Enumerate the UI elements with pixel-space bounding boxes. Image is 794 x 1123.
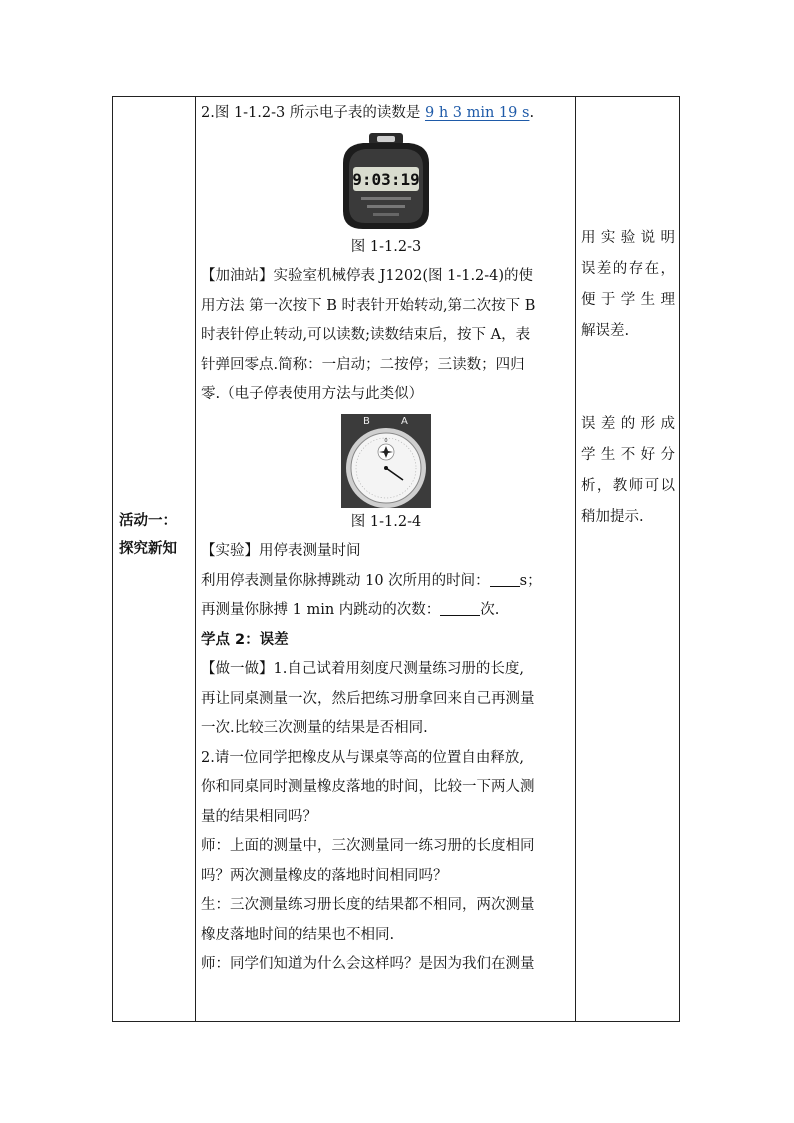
content-column: [195, 97, 575, 1021]
body-line: 量的结果相同吗？: [201, 808, 317, 825]
note-line: 便 于 学 生 理: [581, 292, 675, 308]
figure-1-caption: 图 1-1.2-3: [350, 238, 422, 255]
note-line: 解误差.: [581, 323, 630, 339]
mechanical-stopwatch-figure: [201, 414, 571, 512]
figure-2-caption: 图 1-1.2-4: [350, 513, 422, 530]
learning-point-2-title: 学点 2：误差: [201, 631, 289, 648]
question-2-prefix: 2.图 1-1.2-3 所示电子表的读数是: [201, 105, 425, 121]
stage-label: [119, 507, 177, 563]
teacher-note-2: [581, 409, 675, 533]
button-b-label: B: [363, 415, 370, 427]
note-line: 误差的存在，: [581, 261, 675, 277]
tip-line: 用方法 第一次按下 B 时表针开始转动,第二次按下 B: [201, 297, 536, 314]
stage-column: [113, 97, 195, 1021]
tip-line: 【加油站】实验室机械停表 J1202(图 1-1.2-4)的使: [201, 268, 534, 284]
note-line: 用 实 验 说 明: [581, 230, 675, 246]
notes-column: [575, 97, 679, 1021]
mechanical-stopwatch-icon: [341, 414, 431, 508]
experiment-line-1-unit: s；: [519, 572, 542, 589]
question-2-suffix: .: [529, 105, 535, 121]
tip-line: 零.（电子停表使用方法与此类似）: [201, 386, 424, 402]
button-a-label: A: [401, 415, 408, 427]
experiment-title: 【实验】用停表测量时间: [201, 543, 361, 559]
experiment-line-2-text: 再测量你脉搏 1 min 内跳动的次数：: [201, 602, 441, 618]
body-line: 橡皮落地时间的结果也不相同.: [201, 926, 395, 943]
svg-text:0: 0: [384, 437, 388, 444]
body-line: 再让同桌测量一次，然后把练习册拿回来自己再测量: [201, 690, 535, 707]
body-line: 师：同学们知道为什么会这样吗？是因为我们在测量: [201, 956, 535, 972]
question-2-answer: 9 h 3 min 19 s: [424, 105, 530, 121]
stopwatch-figure: [201, 133, 571, 235]
note-line: 误 差 的 形 成: [581, 416, 675, 432]
content-body: [201, 99, 571, 980]
body-line: 一次.比较三次测量的结果是否相同.: [201, 720, 428, 736]
experiment-line-2: [201, 596, 571, 626]
experiment-line-2-unit: 次.: [480, 602, 500, 618]
body-line: 吗？两次测量橡皮的落地时间相同吗？: [201, 867, 448, 884]
stage-label-line1: 活动一：: [119, 513, 177, 529]
lesson-table: [112, 96, 680, 1022]
stage-label-line2: 探究新知: [119, 541, 177, 557]
teacher-note-1: [581, 223, 675, 347]
note-line: 稍加提示.: [581, 509, 644, 525]
question-2: [201, 99, 571, 129]
tip-box: [201, 262, 571, 410]
experiment-line-1: [201, 567, 571, 597]
body-line: 生：三次测量练习册长度的结果都不相同，两次测量: [201, 897, 535, 913]
experiment-line-1-text: 利用停表测量你脉搏跳动 10 次所用的时间：: [201, 572, 490, 589]
answer-blank: [440, 601, 480, 616]
tip-line: 针弹回零点.简称：一启动；二按停；三读数；四归: [201, 356, 525, 373]
stopwatch-display-text: 9:03:19: [352, 169, 420, 189]
tip-line: 时表针停止转动,可以读数;读数结束后，按下 A，表: [201, 327, 531, 343]
body-line: 【做一做】1.自己试着用刻度尺测量练习册的长度,: [201, 661, 524, 677]
note-line: 析，教师可以: [581, 478, 675, 494]
body-line: 师：上面的测量中，三次测量同一练习册的长度相同: [201, 838, 535, 854]
note-line: 学 生 不 好 分: [581, 447, 675, 463]
error-section: [201, 655, 571, 980]
electronic-stopwatch-icon: [333, 133, 439, 231]
body-line: 你和同桌同时测量橡皮落地的时间，比较一下两人测: [201, 779, 535, 795]
answer-blank: [490, 572, 520, 587]
body-line: 2.请一位同学把橡皮从与课桌等高的位置自由释放,: [201, 749, 524, 766]
